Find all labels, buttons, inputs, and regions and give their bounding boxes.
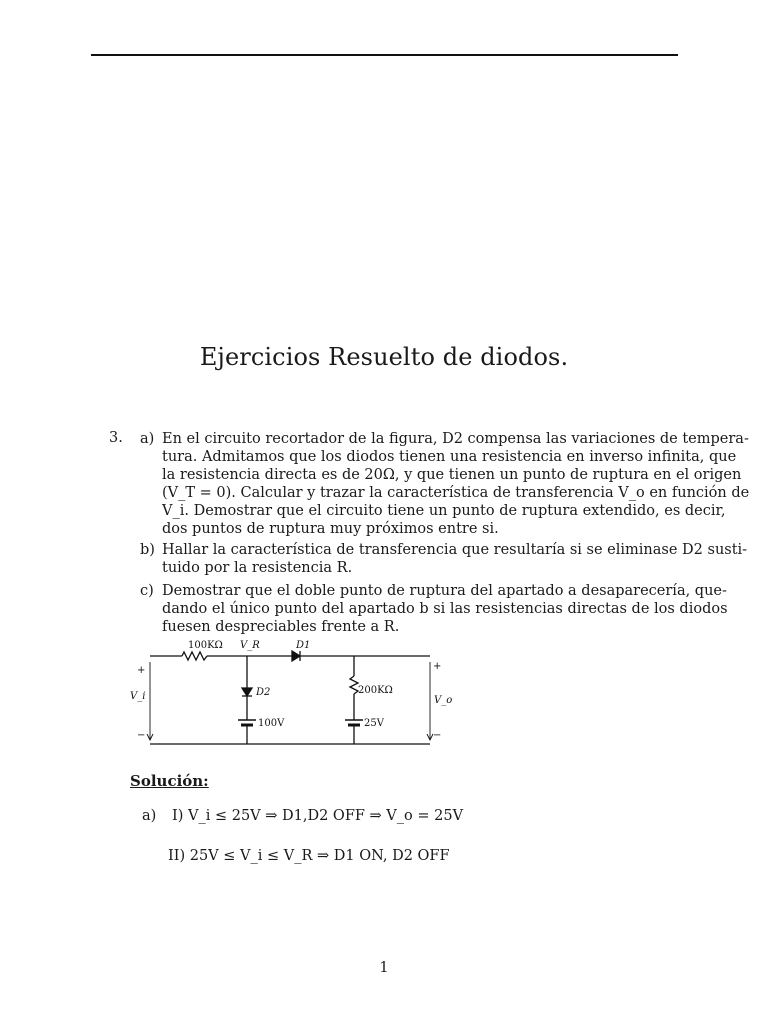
solution-case-1: I) V_i ≤ 25V ⇒ D1,D2 OFF ⇒ V_o = 25V [172,808,464,824]
page-title: Ejercicios Resuelto de diodos. [199,343,569,371]
item-text [162,541,748,577]
r1-label: 100KΩ [188,640,223,651]
text-line: V_i. Demostrar que el circuito tiene un punto de ruptura extendido, es decir, [162,503,726,519]
text-line: Hallar la característica de transferencia que resultaría si se eliminase D2 susti- [162,542,748,558]
vr-label: V_R [240,640,260,651]
battery2-label: 25V [364,718,384,729]
d2-label: D2 [256,687,271,698]
diode-d1-symbol [292,651,300,661]
text-line: tura. Admitamos que los diodos tienen una resistencia en inverso infinita, que [162,449,737,465]
vout-label: V_o [434,695,453,706]
battery1-label: 100V [258,718,285,729]
header-rule [91,54,678,56]
solution-case-2: II) 25V ≤ V_i ≤ V_R ⇒ D1 ON, D2 OFF [168,848,450,864]
vin-minus: − [137,730,146,741]
problem-number: 3. [109,430,123,446]
vout-plus: + [433,661,442,672]
resistor-r1 [182,652,207,660]
item-text [162,430,750,538]
item-label: a) [140,431,155,447]
resistor-r2 [350,676,358,694]
text-line: la resistencia directa es de 20Ω, y que tienen un punto de ruptura en el origen [162,467,742,483]
text-line: (V_T = 0). Calcular y trazar la característica de transferencia V_o en función de [162,485,750,501]
clipper-circuit-diagram [120,632,460,752]
vout-minus: − [433,730,442,741]
item-label: c) [140,583,154,599]
text-line: dando el único punto del apartado b si las resistencias directas de los diodos [162,601,728,617]
text-line: Demostrar que el doble punto de ruptura del apartado a desaparecería, que- [162,583,727,599]
diode-d2-symbol [242,688,252,696]
solution-heading: Solución: [130,772,209,790]
vin-plus: + [137,665,146,676]
text-line: fuesen despreciables frente a R. [162,619,400,635]
r2-label: 200KΩ [358,685,393,696]
vin-label: V_i [130,691,146,702]
page-number: 1 [379,960,389,976]
text-line: dos puntos de ruptura muy próximos entre si. [162,521,499,537]
item-text [162,582,728,636]
text-line: En el circuito recortador de la figura, D2 compensa las variaciones de tempera- [162,431,749,447]
text-line: tuido por la resistencia R. [162,560,353,576]
item-label: b) [140,542,155,558]
d1-label: D1 [296,640,311,651]
solution-a-label: a) [142,808,157,824]
